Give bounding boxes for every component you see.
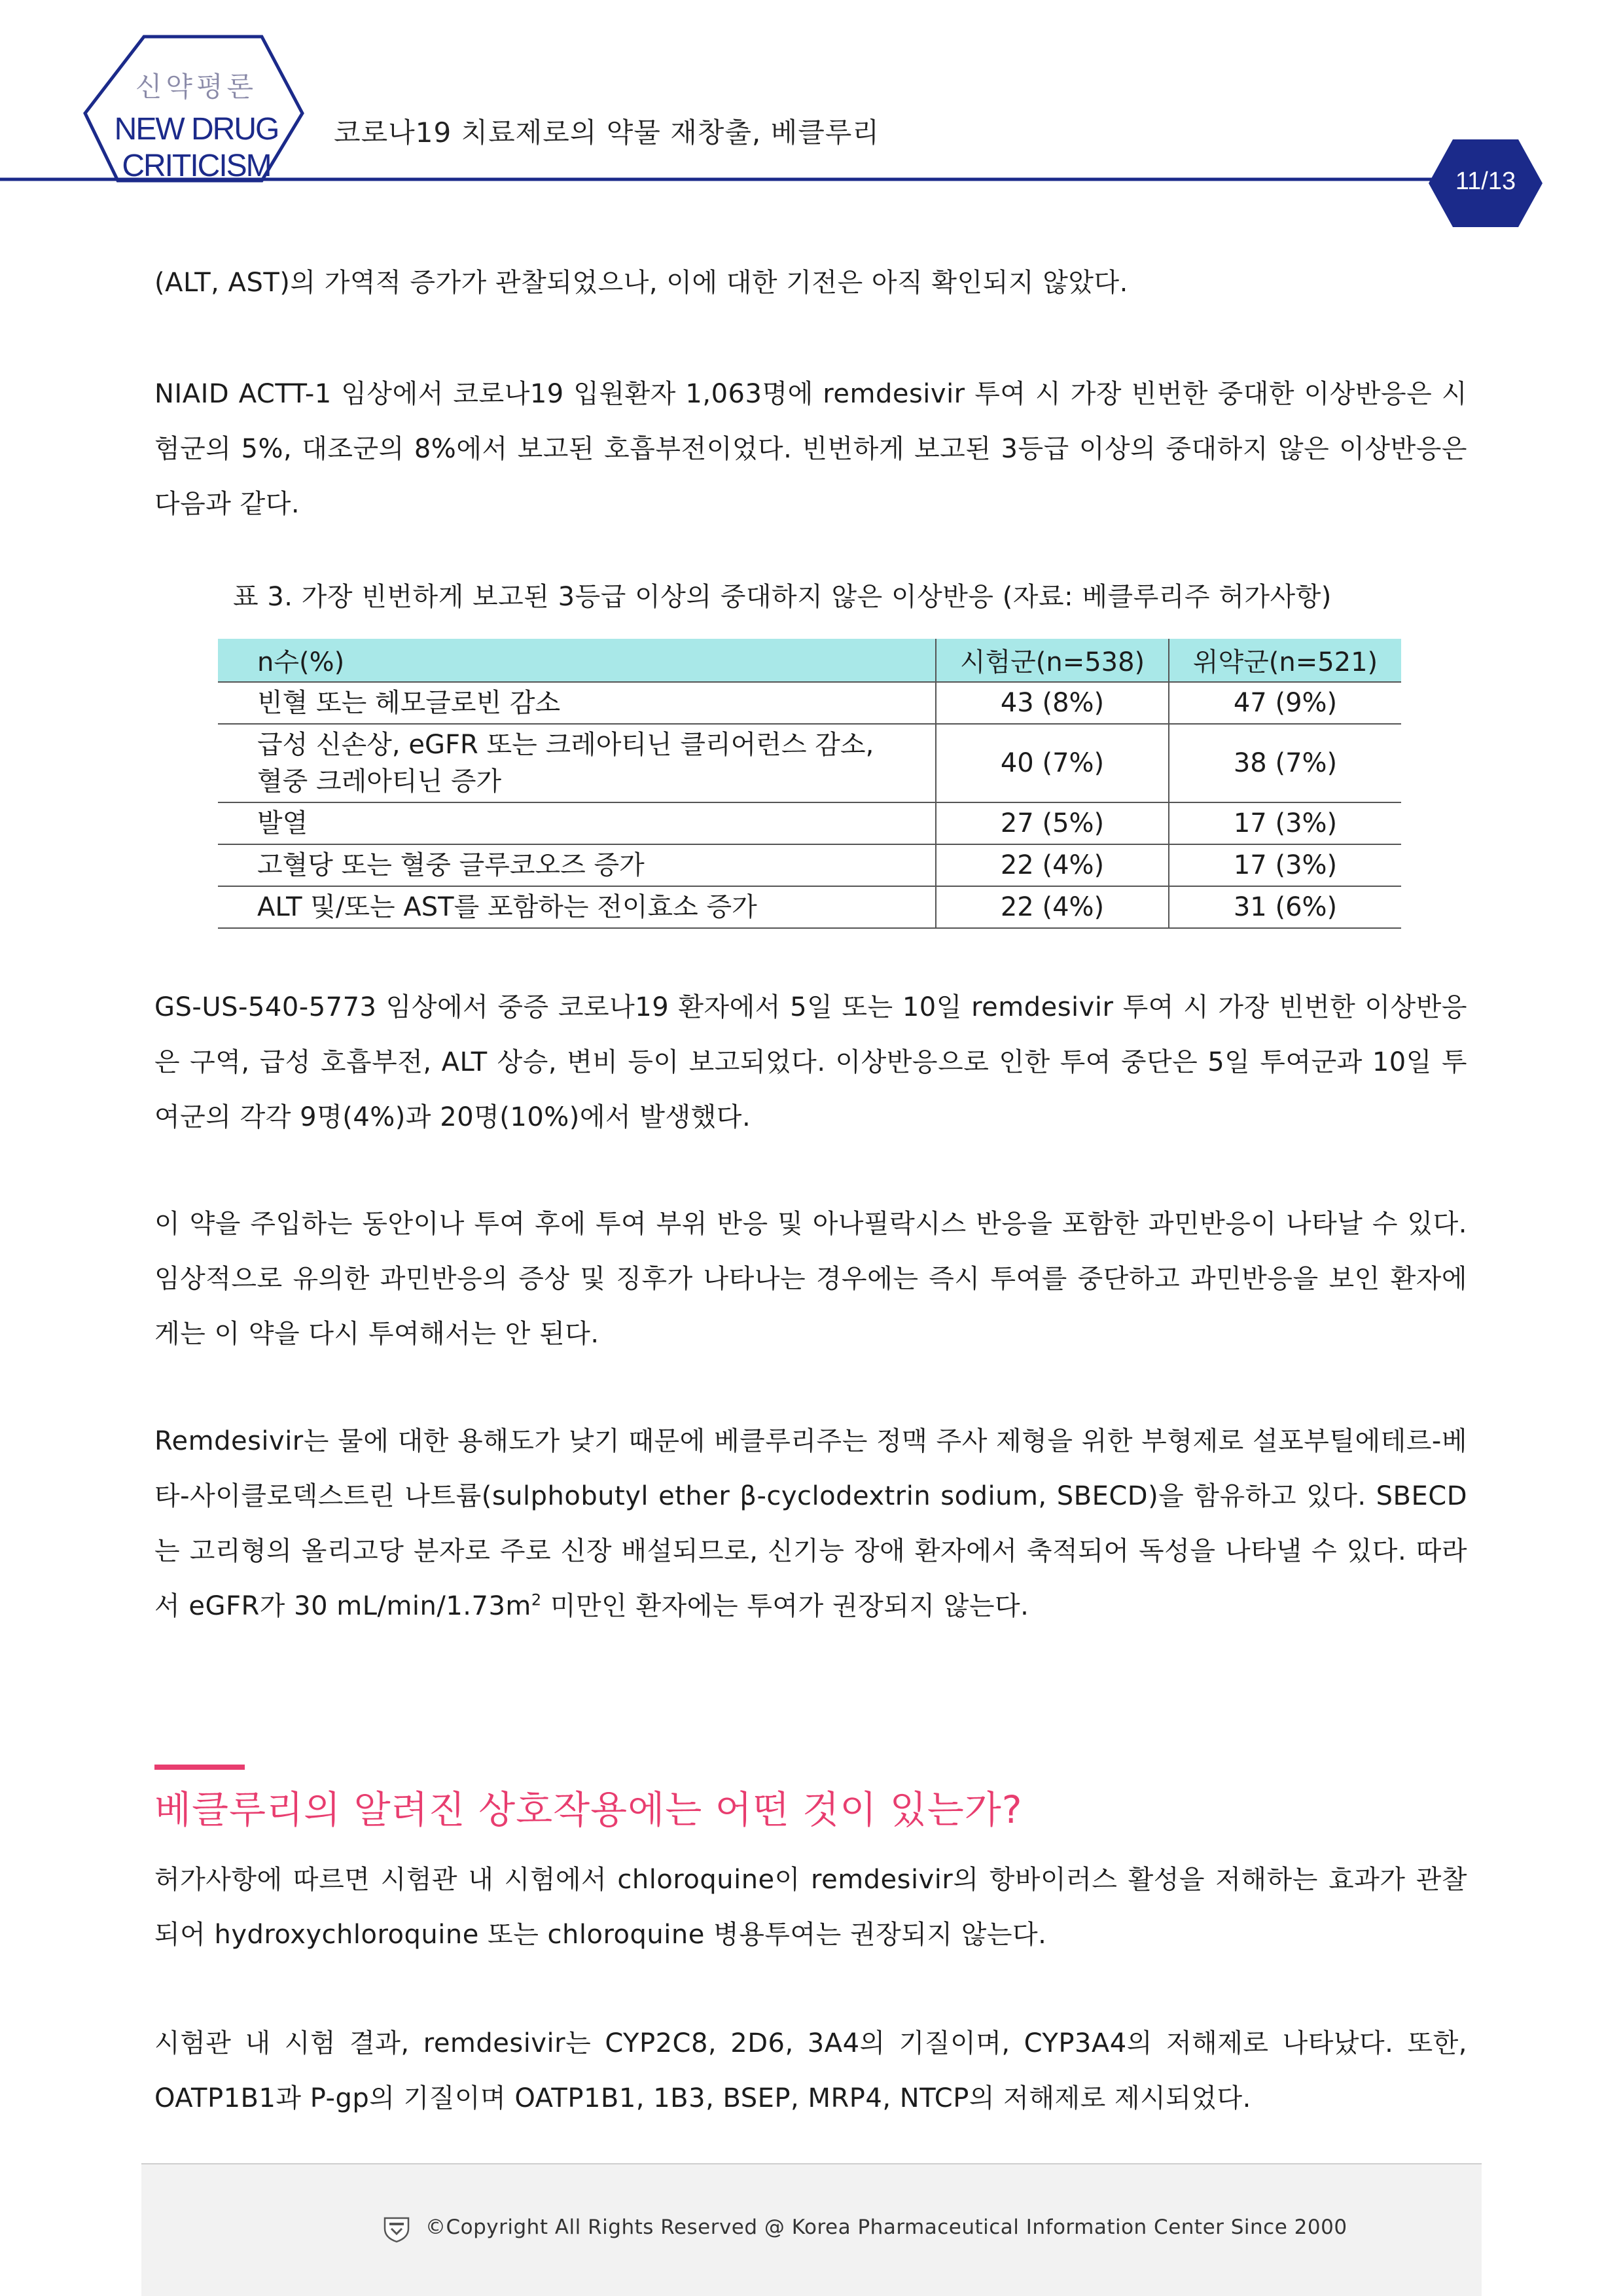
paragraph-5-tail: 미만인 환자에는 투여가 권장되지 않는다. xyxy=(541,1591,1029,1621)
paragraph-2: NIAID ACTT-1 임상에서 코로나19 입원환자 1,063명에 remdesivir 투여 시 가장 빈번한 중대한 이상반응은 시험군의 5%, 대조군의 8%에서 보고된 호흡부전이었다. 빈번하게 보고된 3등급 이상의 중대하지 않은 이상반응은 다음과 같다. xyxy=(154,379,1467,519)
treatment-value: 22 (4%) xyxy=(936,844,1169,886)
treatment-value: 22 (4%) xyxy=(936,886,1169,928)
treatment-value: 40 (7%) xyxy=(936,724,1169,802)
paragraph-3: GS-US-540-5773 임상에서 중증 코로나19 환자에서 5일 또는 10일 remdesivir 투여 시 가장 빈번한 이상반응은 구역, 급성 호흡부전, ALT 상승, 변비 등이 보고되었다. 이상반응으로 인한 투여 중단은 5일 투여군과 10일 투여군의 각각 9명(4%)과 20명(10%)에서 발생했다. xyxy=(154,992,1467,1132)
treatment-value: 27 (5%) xyxy=(936,802,1169,844)
table-caption: 표 3. 가장 빈번하게 보고된 3등급 이상의 중대하지 않은 이상반응 (자료: 베클루리주 허가사항) xyxy=(233,582,1332,612)
row-label-line2: 혈중 크레아티닌 증가 xyxy=(257,766,502,797)
shield-icon xyxy=(382,2214,411,2243)
row-label xyxy=(218,724,936,802)
table-row xyxy=(218,724,1401,802)
header-cell-n: n수(%) xyxy=(218,639,936,682)
paragraph-4: 이 약을 주입하는 동안이나 투여 후에 투여 부위 반응 및 아나필락시스 반응을 포함한 과민반응이 나타날 수 있다. 임상적으로 유의한 과민반응의 증상 및 징후가 나타나는 경우에는 즉시 투여를 중단하고 과민반응을 보인 환자에게는 이 약을 다시 투여해서는 안 된다. xyxy=(154,1209,1467,1349)
treatment-value: 43 (8%) xyxy=(936,682,1169,724)
placebo-value: 17 (3%) xyxy=(1169,844,1401,886)
header-title: 코로나19 치료제로의 약물 재창출, 베클루리 xyxy=(334,117,880,149)
table-row xyxy=(218,802,1401,844)
paragraph-7: 시험관 내 시험 결과, remdesivir는 CYP2C8, 2D6, 3A4의 기질이며, CYP3A4의 저해제로 나타났다. 또한, OATP1B1과 P-gp의 기질이며 OATP1B1, 1B3, BSEP, MRP4, NTCP의 저해제로 제시되었다. xyxy=(154,2028,1467,2113)
row-label-line1: 급성 신손상, eGFR 또는 크레아티닌 클리어런스 감소, xyxy=(257,730,874,760)
placebo-value: 47 (9%) xyxy=(1169,682,1401,724)
logo-english-line2: CRITICISM xyxy=(122,149,271,183)
logo-korean: 신약평론 xyxy=(135,71,258,103)
section-heading: 베클루리의 알려진 상호작용에는 어떤 것이 있는가? xyxy=(154,1787,1023,1832)
paragraph-6: 허가사항에 따르면 시험관 내 시험에서 chloroquine이 remdesivir의 항바이러스 활성을 저해하는 효과가 관찰되어 hydroxychloroquine 또는 chloroquine 병용투여는 권장되지 않는다. xyxy=(154,1865,1467,1950)
paragraph-5 xyxy=(154,1414,1467,1634)
row-label: 발열 xyxy=(218,802,936,844)
row-label: ALT 및/또는 AST를 포함하는 전이효소 증가 xyxy=(218,886,936,928)
adverse-event-table xyxy=(218,639,1401,929)
placebo-value: 17 (3%) xyxy=(1169,802,1401,844)
section-accent-bar xyxy=(154,1765,245,1770)
paragraph-5-main: Remdesivir는 물에 대한 용해도가 낮기 때문에 베클루리주는 정맥 주사 제형을 위한 부형제로 설포부틸에테르-베타-사이클로덱스트린 나트륨(sulphobutyl ether β-cyclodextrin sodium, SBECD)을 함유하고 있다. SBECD는 고리형의 올리고당 분자로 주로 신장 배설되므로, 신기능 장애 환자에서 축적되어 독성을 나타낼 수 있다. 따라서 eGFR가 30 mL/min/1.73m xyxy=(154,1426,1468,1621)
table-row xyxy=(218,886,1401,928)
placebo-value: 38 (7%) xyxy=(1169,724,1401,802)
table-row xyxy=(218,682,1401,724)
placebo-value: 31 (6%) xyxy=(1169,886,1401,928)
paragraph-1: (ALT, AST)의 가역적 증가가 관찰되었으나, 이에 대한 기전은 아직 확인되지 않았다. xyxy=(154,268,1128,298)
row-label: 고혈당 또는 혈중 글루코오즈 증가 xyxy=(218,844,936,886)
table-header-row xyxy=(218,639,1401,682)
superscript-2: 2 xyxy=(531,1590,542,1609)
header-cell-treatment: 시험군(n=538) xyxy=(936,639,1169,682)
header-cell-placebo: 위약군(n=521) xyxy=(1169,639,1401,682)
table-row xyxy=(218,844,1401,886)
row-label: 빈혈 또는 헤모글로빈 감소 xyxy=(218,682,936,724)
copyright-text: ©Copyright All Rights Reserved @ Korea Pharmaceutical Information Center Since 2000 xyxy=(425,2215,1347,2239)
logo-english-line1: NEW DRUG xyxy=(114,112,279,147)
logo-english xyxy=(98,111,294,185)
page-number: 11/13 xyxy=(1455,168,1516,195)
